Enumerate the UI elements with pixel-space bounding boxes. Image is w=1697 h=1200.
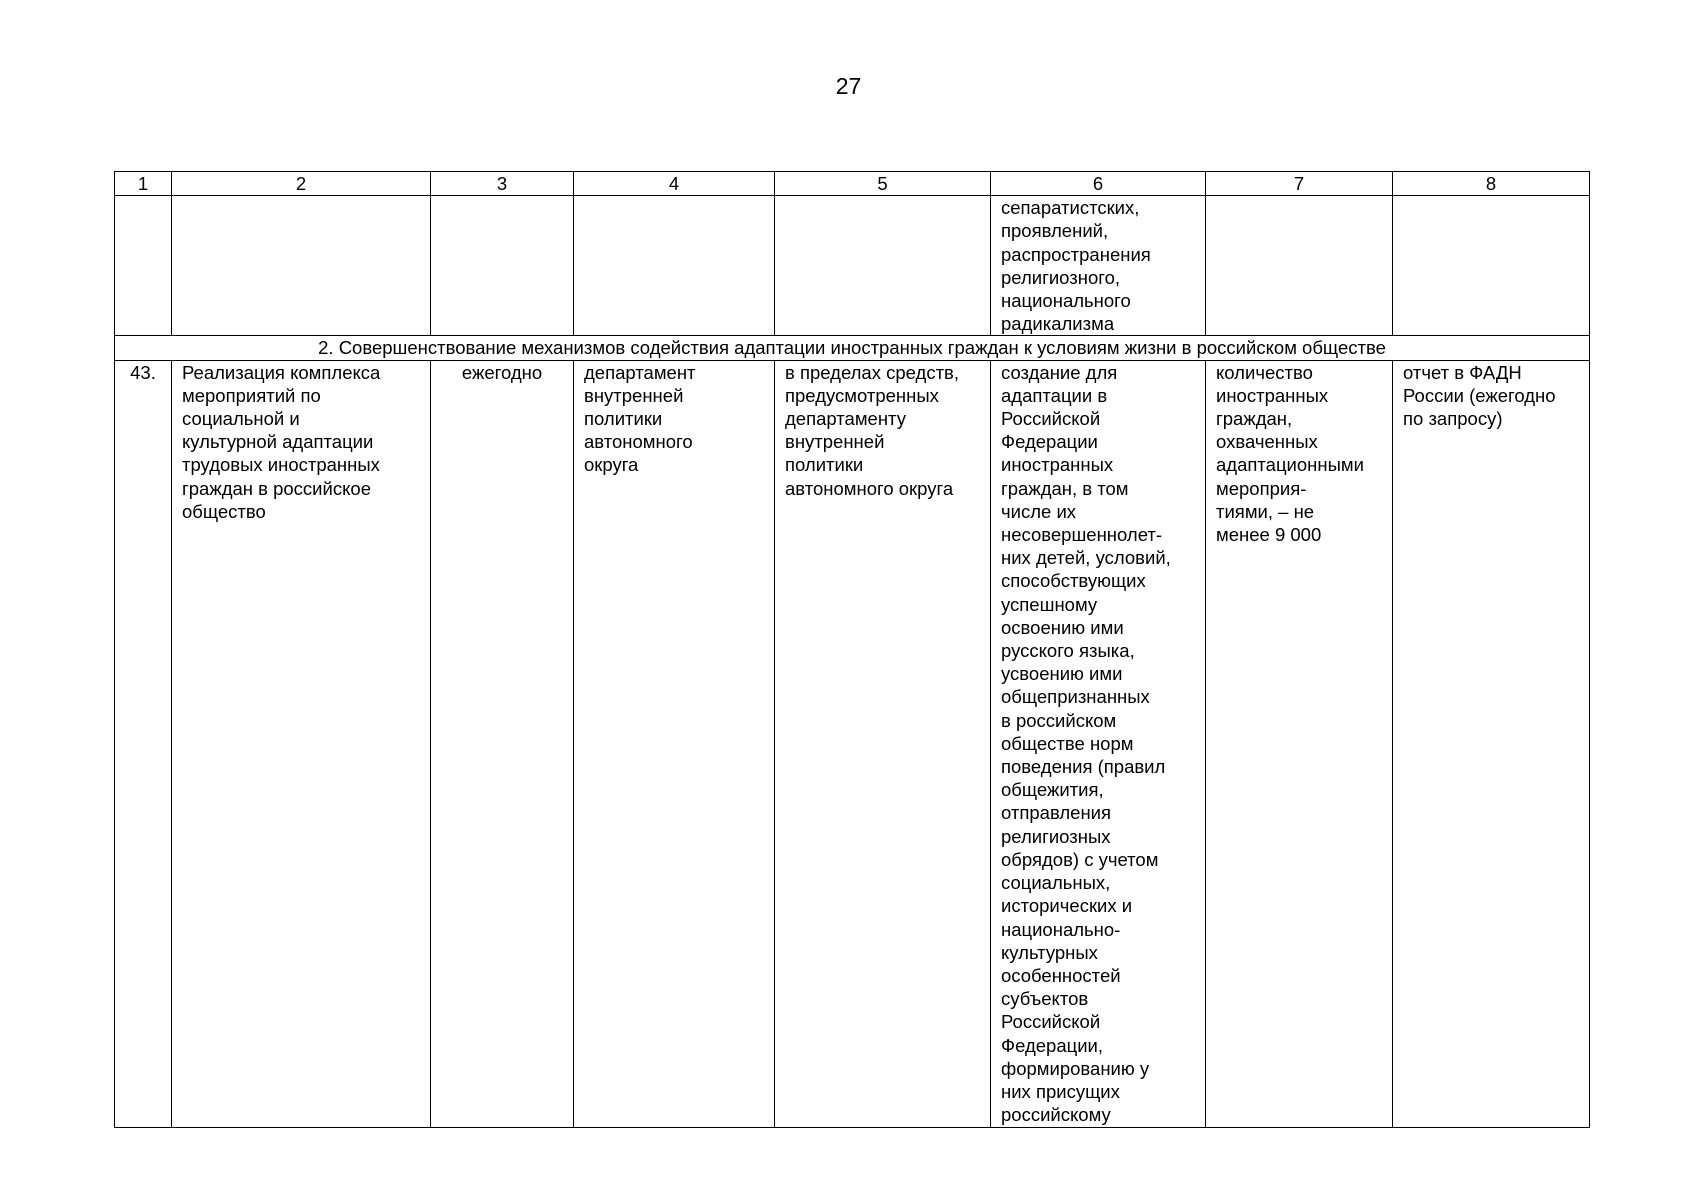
table-cell: [775, 196, 991, 336]
cell-text: количество иностранных граждан, охваченных адаптационными мероприя- тиями, – не менее 9 000: [1216, 361, 1364, 546]
cell-text: сепаратистских, проявлений, распространения религиозного, национального радикализма: [1001, 197, 1151, 335]
cell-text: ежегодно: [461, 361, 543, 383]
section-heading-row: [115, 336, 1590, 360]
table-cell: [431, 196, 574, 336]
cell-text: Реализация комплекса мероприятий по социальной и культурной адаптации трудовых иностранных граждан в российское общество: [182, 361, 381, 522]
cell-text: в пределах средств, предусмотренных департаменту внутренней политики автономного округа: [785, 361, 960, 499]
cell-funding: [775, 360, 991, 1127]
cell-indicator: [1206, 360, 1393, 1127]
column-header: 6: [991, 172, 1206, 196]
column-header: 7: [1206, 172, 1393, 196]
column-header: 3: [431, 172, 574, 196]
section-heading: 2. Совершенствование механизмов содействия адаптации иностранных граждан к условиям жизни в российском обществе: [115, 336, 1590, 360]
table-row-continuation: [115, 196, 1590, 336]
column-header: 8: [1393, 172, 1590, 196]
column-header: 5: [775, 172, 991, 196]
table-cell: [172, 196, 431, 336]
cell-executor: [574, 360, 775, 1127]
table-cell: [1393, 196, 1590, 336]
column-header: 1: [115, 172, 172, 196]
cell-period: [431, 360, 574, 1127]
table-cell: [115, 196, 172, 336]
cell-text: департамент внутренней политики автономного округа: [584, 361, 696, 476]
cell-text: создание для адаптации в Российской Федерации иностранных граждан, в том числе их несовершеннолет- них детей, условий, способствующих успешному освоению ими русского языка, усвоению ими общепризнанных в российском обществе норм поведения (правил общежития, отправления религиозных обрядов) с учетом социальных, исторических и национально- культурных особенностей субъектов Российской Федерации, формированию у них присущих российскому: [1001, 361, 1171, 1126]
cell-item-number: [115, 360, 172, 1127]
table-cell: [1206, 196, 1393, 336]
plan-table: [114, 171, 1590, 1128]
table-cell: [574, 196, 775, 336]
page-number: 27: [835, 73, 862, 99]
cell-report: [1393, 360, 1590, 1127]
table-header-row: [115, 172, 1590, 196]
cell-text: отчет в ФАДН России (ежегодно по запросу): [1403, 361, 1556, 430]
table-row: [115, 360, 1590, 1127]
column-header: 2: [172, 172, 431, 196]
cell-text: 43.: [130, 361, 156, 383]
table-cell-result-continued: [991, 196, 1206, 336]
cell-result: [991, 360, 1206, 1127]
cell-activity: [172, 360, 431, 1127]
column-header: 4: [574, 172, 775, 196]
